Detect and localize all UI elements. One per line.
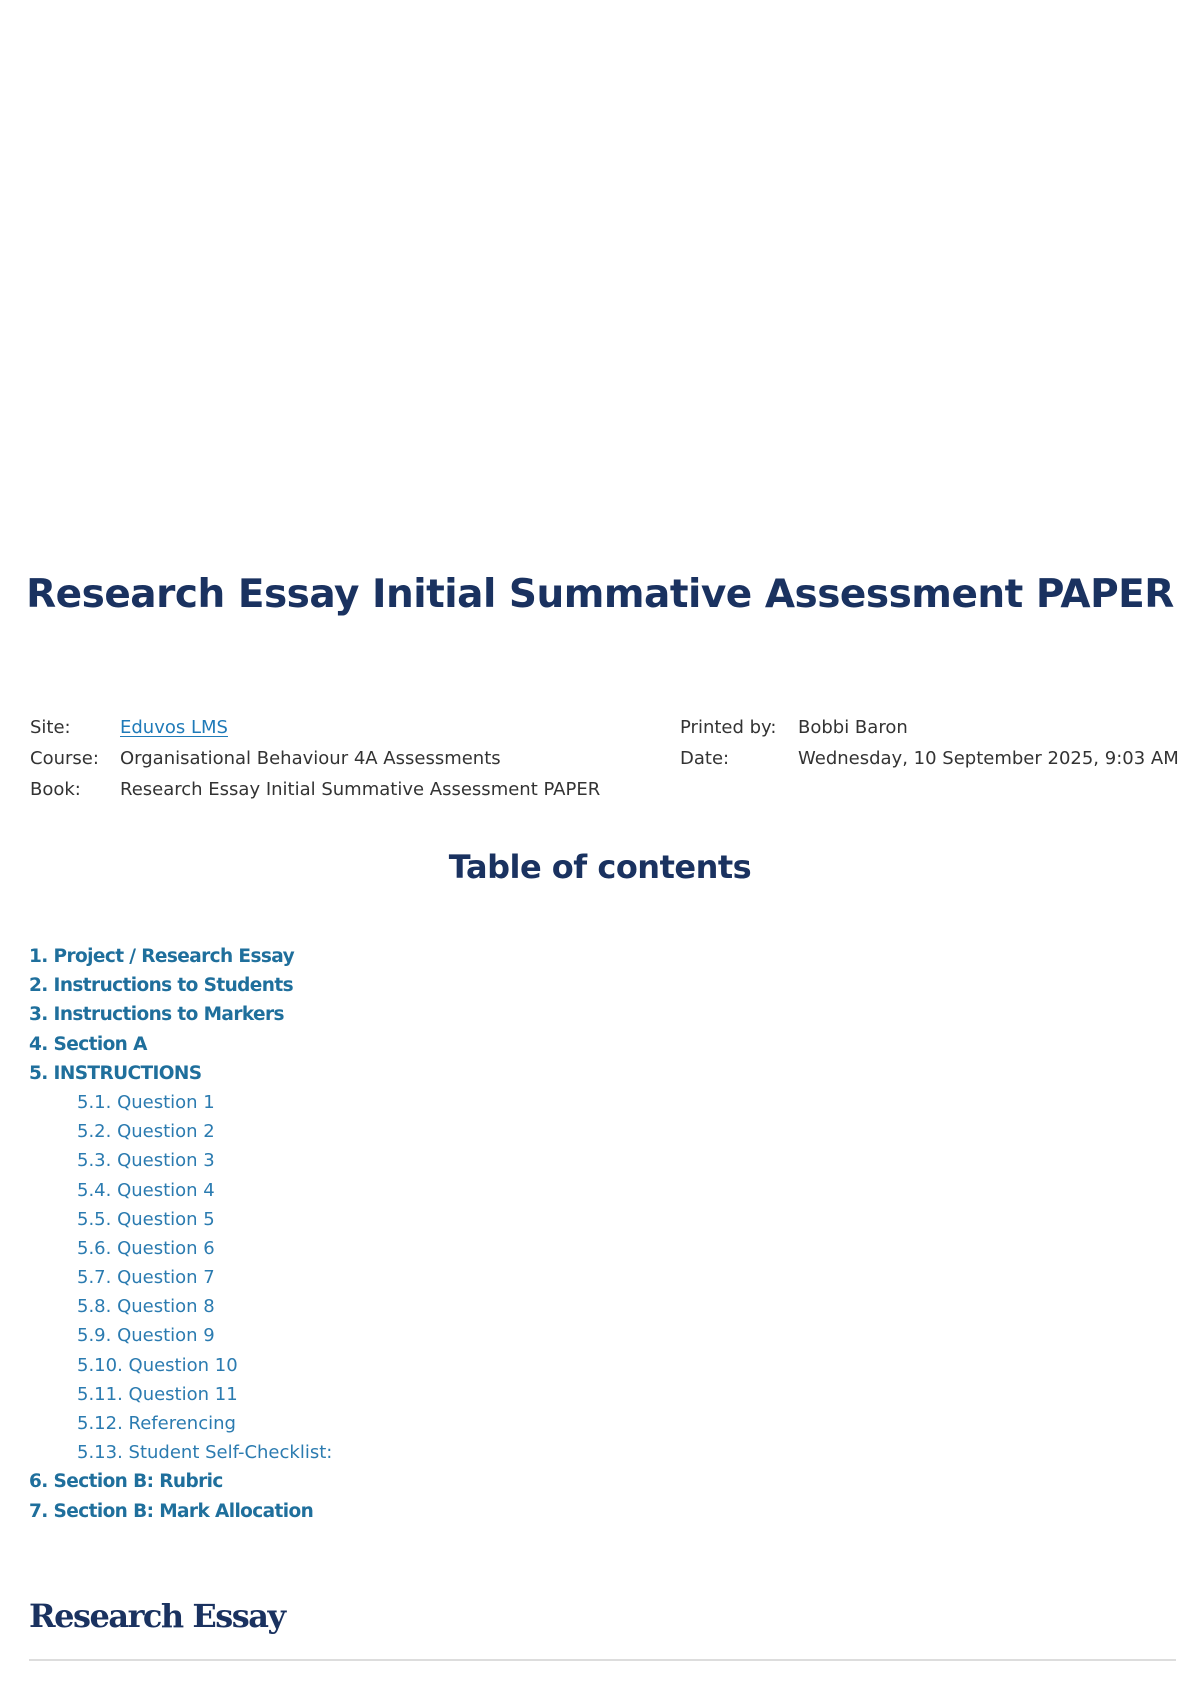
toc-subitem[interactable]	[29, 1263, 929, 1292]
site-row	[30, 712, 670, 743]
toc-link[interactable]: 5.13. Student Self-Checklist:	[77, 1442, 333, 1464]
toc-link[interactable]: 5.5. Question 5	[77, 1208, 215, 1230]
book-value: Research Essay Initial Summative Assessment PAPER	[120, 779, 601, 800]
toc-link[interactable]: 5.1. Question 1	[77, 1091, 215, 1113]
toc-link[interactable]: 5.11. Question 11	[77, 1383, 238, 1405]
toc-link[interactable]: 4. Section A	[29, 1033, 147, 1055]
toc-subitem[interactable]	[29, 1409, 929, 1438]
toc-title: Table of contents	[448, 848, 752, 886]
book-label: Book:	[30, 779, 81, 800]
toc-subitem[interactable]	[29, 1088, 929, 1117]
toc-subitem[interactable]	[29, 1205, 929, 1234]
date-value: Wednesday, 10 September 2025, 9:03 AM	[798, 748, 1179, 769]
printed-by-row	[680, 712, 1200, 743]
toc-link[interactable]: 7. Section B: Mark Allocation	[29, 1500, 314, 1522]
course-row	[30, 743, 670, 774]
toc-link[interactable]: 5.4. Question 4	[77, 1179, 215, 1201]
toc-link[interactable]: 1. Project / Research Essay	[29, 946, 295, 967]
date-label: Date:	[680, 748, 730, 769]
toc-subitem[interactable]	[29, 1176, 929, 1205]
toc-link[interactable]: 5.7. Question 7	[77, 1267, 215, 1289]
printed-by-label: Printed by:	[680, 717, 777, 738]
toc-link[interactable]: 5.9. Question 9	[77, 1325, 215, 1347]
toc-item[interactable]	[29, 1497, 929, 1526]
toc-item[interactable]	[29, 971, 929, 1000]
toc-link[interactable]: 5.8. Question 8	[77, 1296, 215, 1318]
metadata-right-column	[680, 712, 1200, 774]
toc-subitem[interactable]	[29, 1234, 929, 1263]
toc-link[interactable]: 5.12. Referencing	[77, 1413, 236, 1434]
toc-item[interactable]	[29, 1467, 929, 1496]
toc-subitem[interactable]	[29, 1117, 929, 1146]
toc-link[interactable]: 5.6. Question 6	[77, 1237, 215, 1259]
toc-item[interactable]	[29, 1000, 929, 1029]
toc-subitem[interactable]	[29, 1380, 929, 1409]
toc-subitem[interactable]	[29, 1146, 929, 1175]
toc-link[interactable]: 5. INSTRUCTIONS	[29, 1062, 202, 1084]
toc-item[interactable]	[29, 942, 929, 971]
toc-link[interactable]: 5.2. Question 2	[77, 1121, 215, 1143]
document-title: Research Essay Initial Summative Assessment PAPER	[26, 572, 1174, 617]
book-row	[30, 774, 670, 805]
toc-link[interactable]: 5.10. Question 10	[77, 1354, 238, 1376]
site-link[interactable]: Eduvos LMS	[120, 717, 228, 738]
toc-item[interactable]	[29, 1059, 929, 1088]
section-heading: Research Essay	[29, 1597, 285, 1635]
course-label: Course:	[30, 748, 99, 769]
toc-link[interactable]: 2. Instructions to Students	[29, 975, 293, 997]
section-divider	[29, 1659, 1176, 1661]
metadata-left-column	[30, 712, 670, 805]
date-row	[680, 743, 1200, 774]
toc-subitem[interactable]	[29, 1351, 929, 1380]
toc-link[interactable]: 5.3. Question 3	[77, 1150, 215, 1172]
toc-item[interactable]	[29, 1030, 929, 1059]
site-label: Site:	[30, 717, 71, 738]
toc-subitem[interactable]	[29, 1292, 929, 1321]
toc-link[interactable]: 6. Section B: Rubric	[29, 1471, 223, 1493]
toc-link[interactable]: 3. Instructions to Markers	[29, 1004, 284, 1026]
printed-by-value: Bobbi Baron	[798, 717, 908, 738]
toc-subitem[interactable]	[29, 1438, 929, 1467]
table-of-contents	[29, 942, 929, 1526]
course-value: Organisational Behaviour 4A Assessments	[120, 748, 501, 769]
toc-subitem[interactable]	[29, 1321, 929, 1350]
